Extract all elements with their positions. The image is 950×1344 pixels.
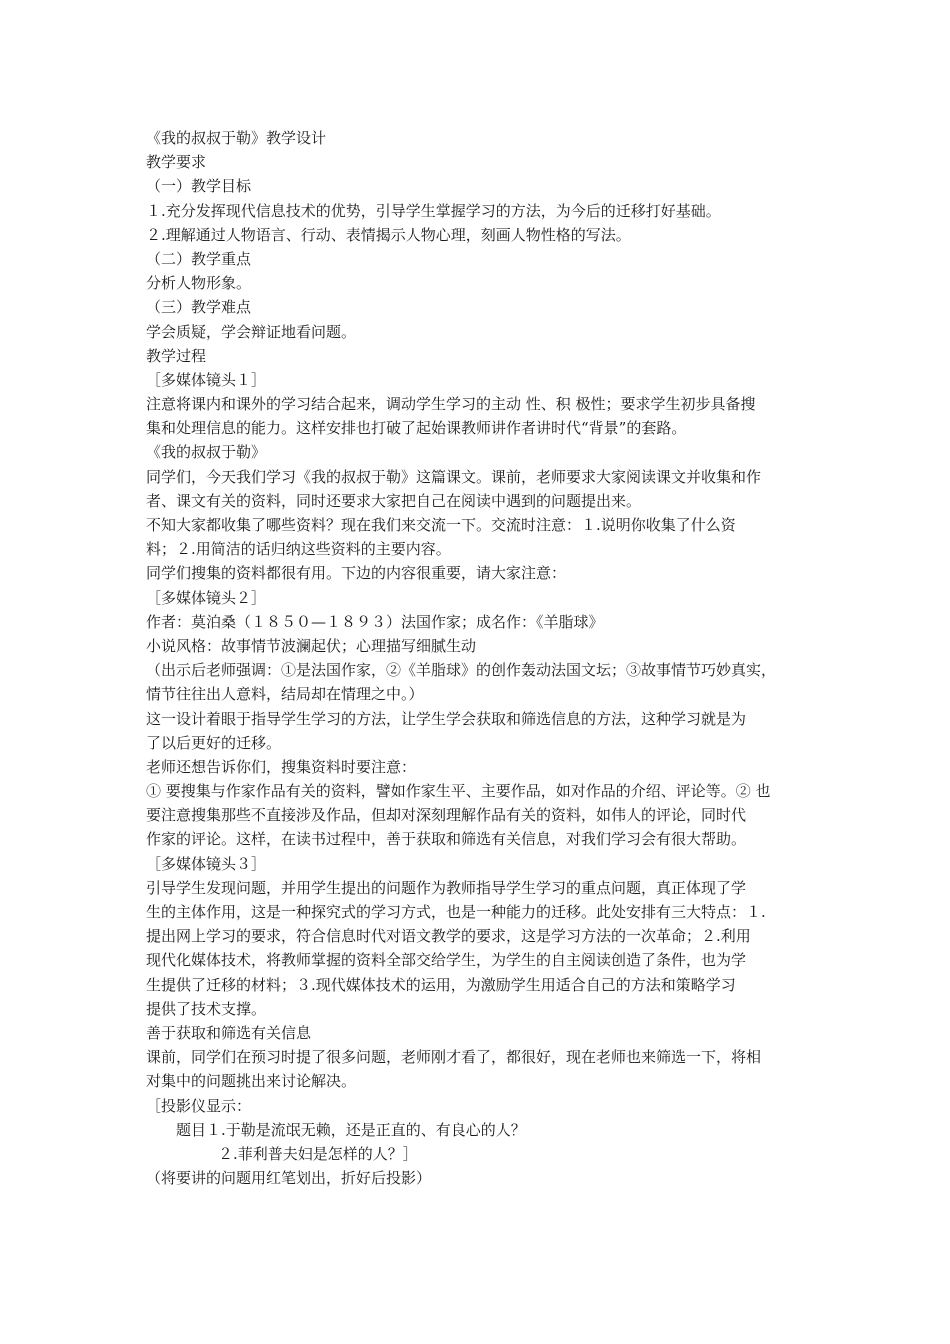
text-line: ［多媒体镜头１］ bbox=[146, 370, 267, 389]
text-line: 要注意搜集那些不直接涉及作品，但却对深刻理解作品有关的资料，如伟人的评论，同时代 bbox=[146, 806, 747, 825]
text-line: 生的主体作用，这是一种探究式的学习方式，也是一种能力的迁移。此处安排有三大特点：１. bbox=[146, 903, 766, 921]
text-line: 题目１.于勒是流氓无赖，还是正直的、有良心的人？ bbox=[176, 1120, 526, 1139]
text-line: 提供了技术支撑。 bbox=[146, 999, 267, 1018]
text-line: 《我的叔叔于勒》教学设计 bbox=[146, 129, 327, 147]
text-line: 提出网上学习的要求，符合信息时代对语文教学的要求，这是学习方法的一次革命；２.利用 bbox=[146, 927, 751, 946]
document-page bbox=[146, 126, 820, 1190]
text-line: 老师还想告诉你们，搜集资料时要注意： bbox=[146, 757, 417, 776]
text-line: 同学们，今天我们学习《我的叔叔于勒》这篇课文。课前，老师要求大家阅读课文并收集和作 bbox=[146, 467, 762, 486]
text-line: 作家的评论。这样，在读书过程中，善于获取和筛选有关信息，对我们学习会有很大帮助。 bbox=[146, 830, 747, 849]
text-line: 这一设计着眼于指导学生学习的方法，让学生学会获取和筛选信息的方法，这种学习就是为 bbox=[146, 709, 747, 728]
text-line: 现代化媒体技术，将教师掌握的资料全部交给学生，为学生的自主阅读创造了条件，也为学 bbox=[146, 951, 747, 970]
text-line: ２.理解通过人物语言、行动、表情揭示人物心理，刻画人物性格的写法。 bbox=[146, 225, 631, 244]
text-line: 善于获取和筛选有关信息 bbox=[146, 1023, 312, 1042]
text-line: 集和处理信息的能力。这样安排也打破了起始课教师讲作者讲时代“背景”的套路。 bbox=[146, 419, 687, 438]
text-line: 引导学生发现问题，并用学生提出的问题作为教师指导学生学习的重点问题，真正体现了学 bbox=[146, 878, 747, 897]
text-line: 教学过程 bbox=[146, 346, 207, 365]
text-line: 同学们搜集的资料都很有用。下边的内容很重要，请大家注意： bbox=[146, 564, 567, 583]
text-line: 了以后更好的迁移。 bbox=[146, 733, 282, 752]
text-line: 教学要求 bbox=[146, 153, 207, 172]
text-line: 者、课文有关的资料，同时还要求大家把自己在阅读中遇到的问题提出来。 bbox=[146, 491, 642, 510]
text-line: ① 要搜集与作家作品有关的资料，譬如作家生平、主要作品，如对作品的介绍、评论等。② 也 bbox=[146, 782, 771, 801]
text-line: 不知大家都收集了哪些资料？现在我们来交流一下。交流时注意：１.说明你收集了什么资 bbox=[146, 516, 736, 534]
text-line: 注意将课内和课外的学习结合起来，调动学生学习的主动 性、积 极性；要求学生初步具备搜 bbox=[146, 395, 756, 414]
text-line: 对集中的问题挑出来讨论解决。 bbox=[146, 1072, 357, 1091]
text-line: 学会质疑，学会辩证地看问题。 bbox=[146, 322, 357, 341]
text-line: 《我的叔叔于勒》 bbox=[146, 443, 267, 462]
text-line: （一）教学目标 bbox=[146, 177, 252, 196]
text-line: 分析人物形象。 bbox=[146, 274, 252, 293]
text-line: （三）教学难点 bbox=[146, 298, 252, 317]
text-line: ２.菲利普夫妇是怎样的人？］ bbox=[218, 1144, 418, 1163]
text-line: ［多媒体镜头２］ bbox=[146, 588, 267, 607]
text-line: （二）教学重点 bbox=[146, 249, 252, 268]
text-line: １.充分发挥现代信息技术的优势，引导学生掌握学习的方法，为今后的迁移打好基础。 bbox=[146, 201, 721, 220]
text-line: 课前，同学们在预习时提了很多问题，老师刚才看了，都很好，现在老师也来筛选一下，将相 bbox=[146, 1048, 762, 1067]
text-line: ［多媒体镜头３］ bbox=[146, 854, 267, 873]
text-line: （将要讲的问题用红笔划出，折好后投影） bbox=[146, 1169, 432, 1188]
text-line: （出示后老师强调：①是法国作家，②《羊脂球》的创作轰动法国文坛；③故事情节巧妙真实， bbox=[146, 661, 777, 680]
text-line: 小说风格：故事情节波澜起伏；心理描写细腻生动 bbox=[146, 636, 477, 655]
text-line: 料；２.用简洁的话归纳这些资料的主要内容。 bbox=[146, 540, 451, 559]
text-line: 情节往往出人意料，结局却在情理之中。） bbox=[146, 685, 424, 704]
text-line: 生提供了迁移的材料；３.现代媒体技术的运用，为激励学生用适合自己的方法和策略学习 bbox=[146, 975, 736, 994]
text-line: ［投影仪显示： bbox=[146, 1096, 252, 1115]
text-line: 作者：莫泊桑（１８５０—１８９３）法国作家；成名作：《羊脂球》 bbox=[146, 612, 604, 631]
